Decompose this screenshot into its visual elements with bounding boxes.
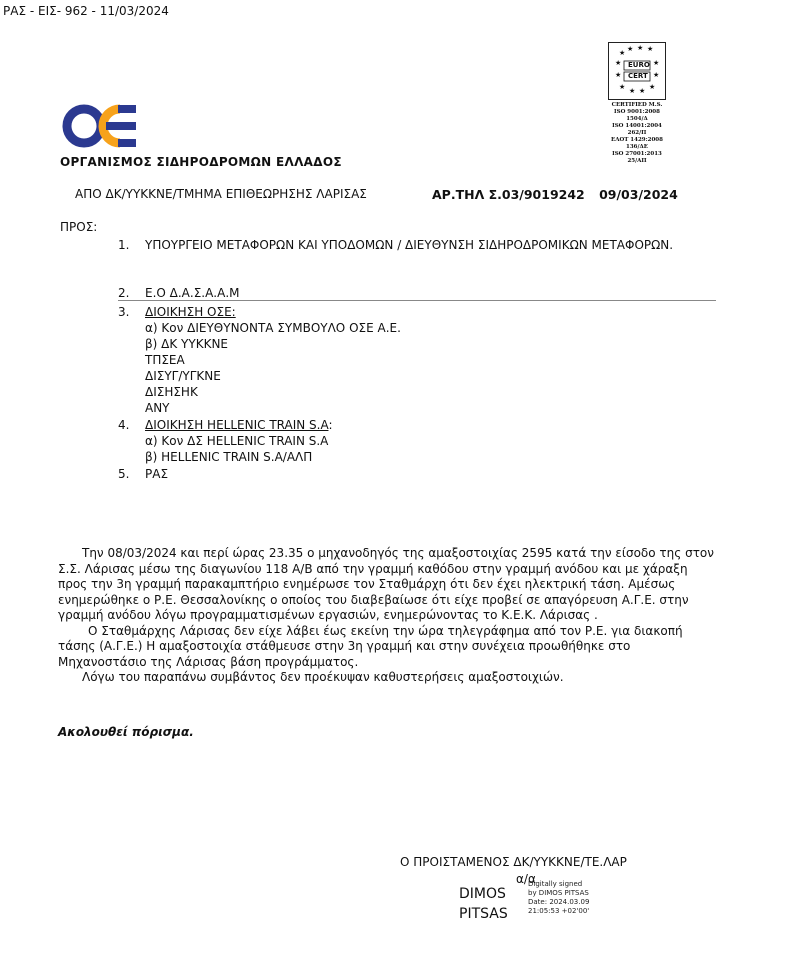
recipient-number: 3. [118,305,130,319]
conclusion-note: Ακολουθεί πόρισμα. [58,725,194,739]
recipient-item: ΔΙΟΙΚΗΣΗ ΟΣΕ: [145,305,236,319]
signatory-first-name: DIMOS [459,886,506,902]
recipient-item: ΥΠΟΥΡΓΕΙΟ ΜΕΤΑΦΟΡΩΝ ΚΑΙ ΥΠΟΔΟΜΩΝ / ΔΙΕΥΘΥΝΣΗ ΣΙΔΗΡΟΔΡΟΜΙΚΩΝ ΜΕΤΑΦΟΡΩΝ. [145,238,674,252]
svg-text:★: ★ [619,49,626,57]
cert-line: 136/ΔΕ [626,144,648,150]
to-label: ΠΡΟΣ: [60,220,98,234]
cert-line: CERTIFIED M.S. [611,102,663,108]
recipient-subitem: ΤΠΣΕΑ [145,353,185,367]
recipient-item: Ε.Ο Δ.Α.Σ.Α.Α.Μ [145,286,240,300]
recipient-subitem: β) ΔΚ ΥΥΚΚΝΕ [145,337,229,351]
recipient-subitem: β) HELLENIC TRAIN S.A/ΑΛΠ [145,450,313,464]
recipient-subitem: α) Κον ΔΣ HELLENIC TRAIN S.A [145,434,329,448]
recipient-number: 1. [118,238,130,252]
recipient-subitem: ΑΝΥ [145,401,170,415]
recipient-number: 2. [118,286,130,300]
cert-line: ISO 27001:2013 [612,151,662,157]
svg-text:★: ★ [637,44,644,52]
certification-lines [606,102,668,165]
reference-number [432,187,688,202]
cert-line: ISO 14001:2004 [612,123,662,129]
body-paragraph: Ο Σταθμάρχης Λάρισας δεν είχε λάβει έως εκείνη την ώρα τηλεγράφημα από τον Ρ.Ε. για διακοπή τάσης (Α.Γ.Ε.) Η αμαξοστοιχία στάθμευσε στην 3η γραμμή και στην συνέχεια προωθήθηκε στο Μηχανοστάσιο της Λάρισας βάση προγράμματος. [58,623,683,669]
cert-line: 1504/Δ [626,116,648,122]
recipient-item-suffix: : [328,418,333,432]
body-paragraph: Λόγω του παραπάνω συμβάντος δεν προέκυψαν καθυστερήσεις αμαξοστοιχιών. [82,670,564,684]
svg-text:★: ★ [615,71,622,79]
cert-line: 25/ΑΠ [627,158,647,164]
ose-logo [62,100,140,155]
document-reference-header: ΡΑΣ - ΕΙΣ- 962 - 11/03/2024 [3,4,169,18]
recipient-subitem: ΔΙΣΗΣΗΚ [145,385,198,399]
digital-signature-line: by DIMOS PITSAS [528,889,589,897]
certification-badge [606,42,668,165]
divider [118,300,716,301]
svg-text:★: ★ [629,87,636,95]
reference-code: ΑΡ.ΤΗΛ Σ.03/9019242 [432,187,585,202]
body-paragraph: Την 08/03/2024 και περί ώρας 23.35 ο μηχανοδηγός της αμαξοστοιχίας 2595 κατά την είσοδο της στον Σ.Σ. Λάρισας μέσω της διαγωνίου 118 Α/Β από την γραμμή καθόδου στην γραμμή ανόδου και με χάραξη προς την 3η γραμμή παρακαμπτήριο ενημέρωσε τον Σταθμάρχη ότι δεν έχει ηλεκτρική τάση. Αμέσως ενημερώθηκε ο Ρ.Ε. Θεσσαλονίκης ο οποίος του διαβεβαίωσε ότι είχε προβεί σε απαγόρευση Α.Γ.Ε. στην γραμμή ανόδου λόγω προγραμματισμένων εργασιών, ενημερώνοντας το Κ.Ε.Κ. Λάρισας . [58,546,714,622]
signatory-aa: α/α [516,872,536,886]
stars-ring-icon [609,43,665,99]
svg-text:★: ★ [647,45,654,53]
stamp-top-text: EURO [628,61,650,69]
recipient-item-text: ΔΙΟΙΚΗΣΗ HELLENIC TRAIN S.A [145,418,329,432]
svg-text:★: ★ [615,59,622,67]
letter-body [58,546,718,686]
recipient-number: 5. [118,467,130,481]
reference-date: 09/03/2024 [599,187,678,202]
svg-text:★: ★ [649,83,656,91]
recipient-item [145,418,333,432]
signatory-last-name: PITSAS [459,906,508,922]
svg-text:★: ★ [619,83,626,91]
stamp-bottom-text: CERT [628,72,648,80]
digital-signature-info [528,880,589,916]
recipient-subitem: ΔΙΣΥΓ/ΥΓΚΝΕ [145,369,221,383]
signatory-name [459,884,508,924]
organization-name: ΟΡΓΑΝΙΣΜΟΣ ΣΙΔΗΡΟΔΡΟΜΩΝ ΕΛΛΑΔΟΣ [60,155,342,169]
cert-line: ΕΛΟΤ 1429:2008 [611,137,663,143]
svg-text:★: ★ [653,59,660,67]
digital-signature-line: 21:05:53 +02'00' [528,907,590,915]
svg-text:★: ★ [627,45,634,53]
svg-text:★: ★ [639,87,646,95]
cert-line: 262/Π [627,130,647,136]
signatory-title: Ο ΠΡΟΙΣΤΑΜΕΝΟΣ ΔΚ/ΥΥΚΚΝΕ/ΤΕ.ΛΑΡ [400,855,627,869]
recipient-item: ΡΑΣ [145,467,169,481]
sender-line: ΑΠΟ ΔΚ/ΥΥΚΚΝΕ/ΤΜΗΜΑ ΕΠΙΘΕΩΡΗΣΗΣ ΛΑΡΙΣΑΣ [75,187,367,201]
recipient-number: 4. [118,418,130,432]
digital-signature-line: Date: 2024.03.09 [528,898,590,906]
recipient-subitem: α) Κον ΔΙΕΥΘΥΝΟΝΤΑ ΣΥΜΒΟΥΛΟ ΟΣΕ Α.Ε. [145,321,401,335]
digital-signature-line: Digitally signed [528,880,583,888]
cert-line: ISO 9001:2008 [614,109,660,115]
euro-cert-stamp [608,42,666,100]
svg-text:★: ★ [653,71,660,79]
